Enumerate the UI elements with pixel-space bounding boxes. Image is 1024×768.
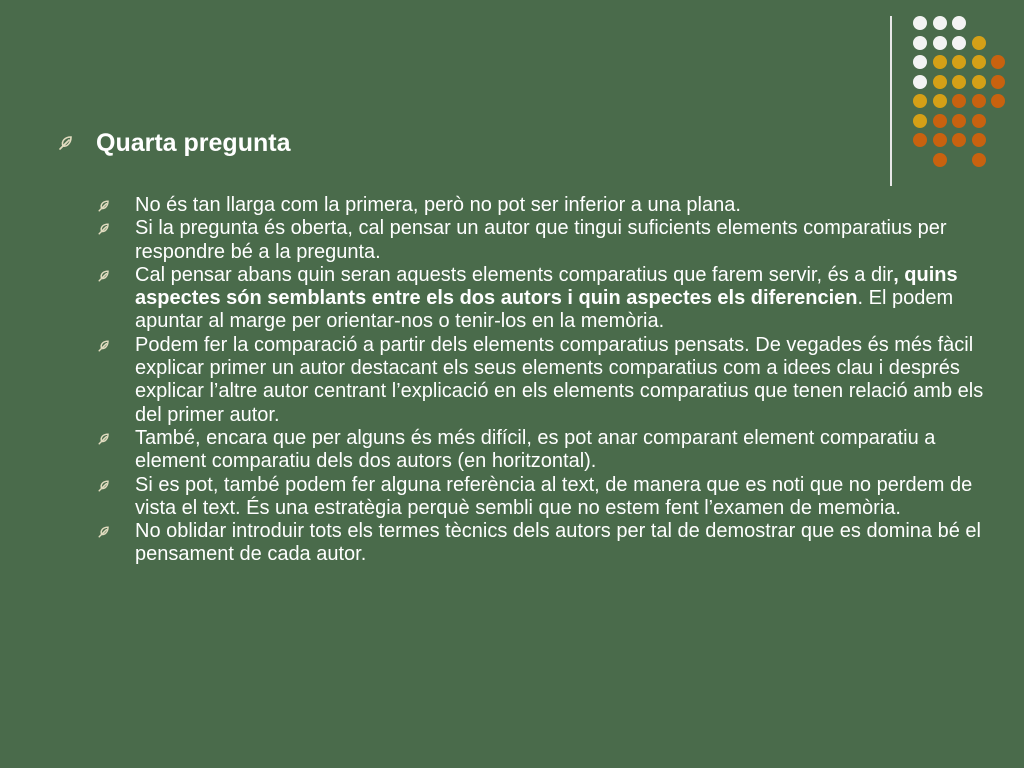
- list-item-bold-text: , quins aspectes són semblants entre els dos autors i quin aspectes els diferencien: [135, 263, 958, 310]
- divider-line: [890, 16, 892, 186]
- leaf-bullet-icon: [96, 478, 112, 494]
- decorative-dot: [933, 55, 947, 69]
- list-item-text: Cal pensar abans quin seran aquests elements comparatius que farem servir, és a dir: [135, 263, 894, 286]
- decorative-dot: [972, 133, 986, 147]
- leaf-bullet-icon: [96, 268, 112, 284]
- decorative-dot: [913, 36, 927, 50]
- list-item-text: També, encara que per alguns és més difícil, es pot anar comparant element comparatiu a element comparatiu dels dos autors (en horitzontal).: [135, 426, 936, 473]
- decorative-dot: [952, 114, 966, 128]
- decorative-dot: [933, 94, 947, 108]
- list-item-text: . El podem apuntar al marge per orientar-nos o tenir-los en la memòria.: [135, 287, 954, 333]
- decorative-dot: [933, 114, 947, 128]
- list-item: [96, 334, 986, 427]
- decorative-dot: [991, 75, 1005, 89]
- decorative-dot: [972, 55, 986, 69]
- decorative-dot: [991, 55, 1005, 69]
- decorative-dot: [933, 75, 947, 89]
- decorative-dot: [913, 55, 927, 69]
- decorative-dot: [972, 75, 986, 89]
- decorative-dot: [991, 94, 1005, 108]
- list-item-text: Si es pot, també podem fer alguna referència al text, de manera que es noti que no perdem de vista el text. És una estratègia perquè sembli que no estem fent l’examen de memòria.: [135, 473, 973, 519]
- leaf-bullet-icon: [96, 431, 112, 447]
- list-item-text: Si la pregunta és oberta, cal pensar un autor que tingui suficients elements comparatius per respondre bé a la pregunta.: [135, 217, 947, 263]
- decorative-dot: [933, 36, 947, 50]
- list-item: [96, 217, 986, 264]
- decorative-dot: [952, 133, 966, 147]
- decorative-dot: [913, 94, 927, 108]
- list-item: [96, 427, 986, 474]
- decorative-dot: [952, 75, 966, 89]
- list-item-text: No oblidar introduir tots els termes tècnics dels autors per tal de demostrar que es domina bé el pensament de cada autor.: [135, 520, 981, 566]
- decorative-dot: [952, 16, 966, 30]
- decorative-dot: [972, 153, 986, 167]
- decorative-dot: [913, 75, 927, 89]
- decorative-dot: [933, 16, 947, 30]
- leaf-bullet-icon: [96, 524, 112, 540]
- leaf-bullet-icon: [56, 133, 76, 153]
- list-item: [96, 520, 986, 567]
- decorative-dot: [913, 114, 927, 128]
- decorative-dot: [972, 36, 986, 50]
- decorative-dot: [972, 114, 986, 128]
- list-item: [96, 264, 986, 334]
- slide-title: Quarta pregunta: [96, 129, 291, 157]
- decorative-dot: [933, 153, 947, 167]
- list-item-text: Podem fer la comparació a partir dels elements comparatius pensats. De vegades és més fàcil explicar primer un autor destacant els seus elements comparatius com a idees clau i després explicar l’altre autor centrant l’explicació en els elements comparatius que tenen relació amb els del primer autor.: [135, 333, 984, 426]
- decorative-dot: [952, 94, 966, 108]
- decorative-dot: [952, 55, 966, 69]
- list-item: [96, 474, 986, 521]
- bullet-list: [96, 194, 986, 567]
- decorative-dot: [972, 94, 986, 108]
- decorative-dot: [952, 36, 966, 50]
- decorative-dot: [913, 133, 927, 147]
- decorative-dot: [913, 16, 927, 30]
- decorative-dot: [933, 133, 947, 147]
- decorative-dot-grid: [0, 0, 1024, 200]
- list-item-text: No és tan llarga com la primera, però no pot ser inferior a una plana.: [135, 194, 741, 216]
- leaf-bullet-icon: [96, 221, 112, 237]
- leaf-bullet-icon: [96, 198, 112, 214]
- title-row: [56, 127, 290, 159]
- list-item: [96, 194, 986, 217]
- leaf-bullet-icon: [96, 338, 112, 354]
